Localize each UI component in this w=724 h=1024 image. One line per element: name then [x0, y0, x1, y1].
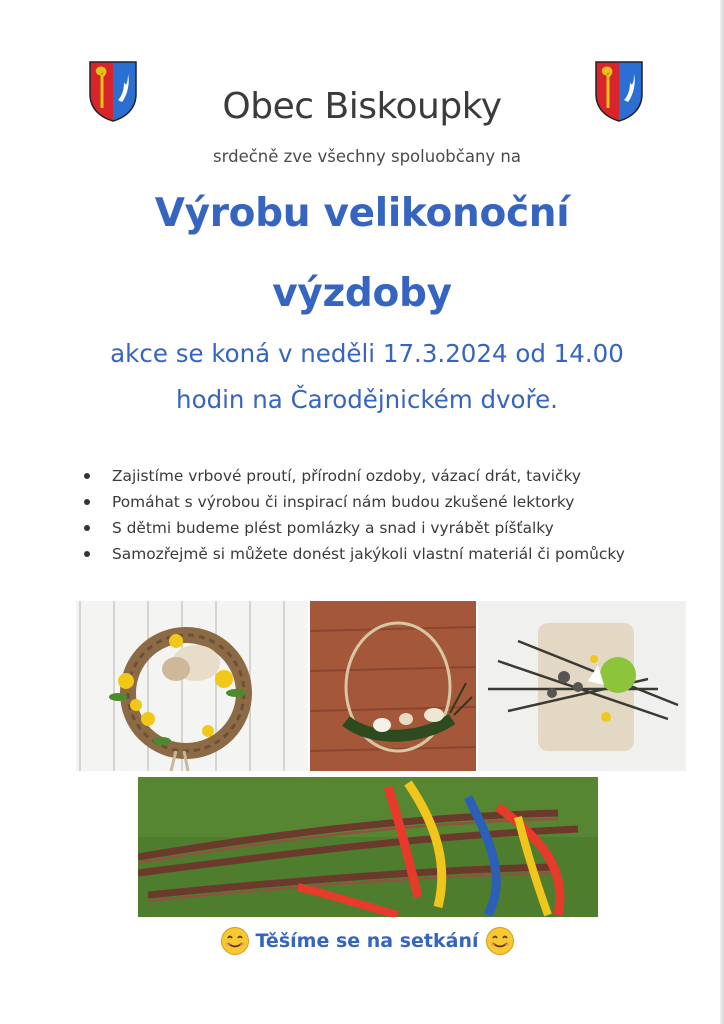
smiling-face-icon: [485, 926, 515, 956]
photo-braided-whips: [138, 777, 598, 917]
bullet-icon: [84, 499, 90, 505]
page-title: Obec Biskoupky: [222, 86, 502, 127]
list-item: S dětmi budeme plést pomlázky a snad i vyrábět píšťalky: [82, 515, 702, 541]
info-bullet-list: [82, 463, 702, 567]
list-item: Pomáhat s výrobou či inspirací nám budou zkušené lektorky: [82, 489, 702, 515]
headline-line-1: Výrobu velikonoční: [154, 191, 570, 236]
bullet-icon: [84, 473, 90, 479]
bullet-icon: [84, 551, 90, 557]
photo-egg-wreath: [310, 601, 476, 771]
photo-wreath-daffodils: [76, 601, 308, 771]
event-details-line-2: hodin na Čarodějnickém dvoře.: [176, 385, 558, 414]
event-details-line-1: akce se koná v neděli 17.3.2024 od 14.00: [110, 339, 624, 368]
closing-line: [0, 926, 724, 956]
bullet-icon: [84, 525, 90, 531]
invitation-subtitle: srdečně zve všechny spoluobčany na: [213, 147, 521, 166]
closing-text: Těšíme se na setkání: [255, 930, 479, 952]
smiling-face-icon: [220, 926, 250, 956]
photo-twig-arrangement: [478, 601, 686, 771]
list-item: Samozřejmě si můžete donést jakýkoli vlastní materiál či pomůcky: [82, 541, 702, 567]
headline-line-2: výzdoby: [272, 271, 452, 316]
list-item: Zajistíme vrbové proutí, přírodní ozdoby, vázací drát, tavičky: [82, 463, 702, 489]
